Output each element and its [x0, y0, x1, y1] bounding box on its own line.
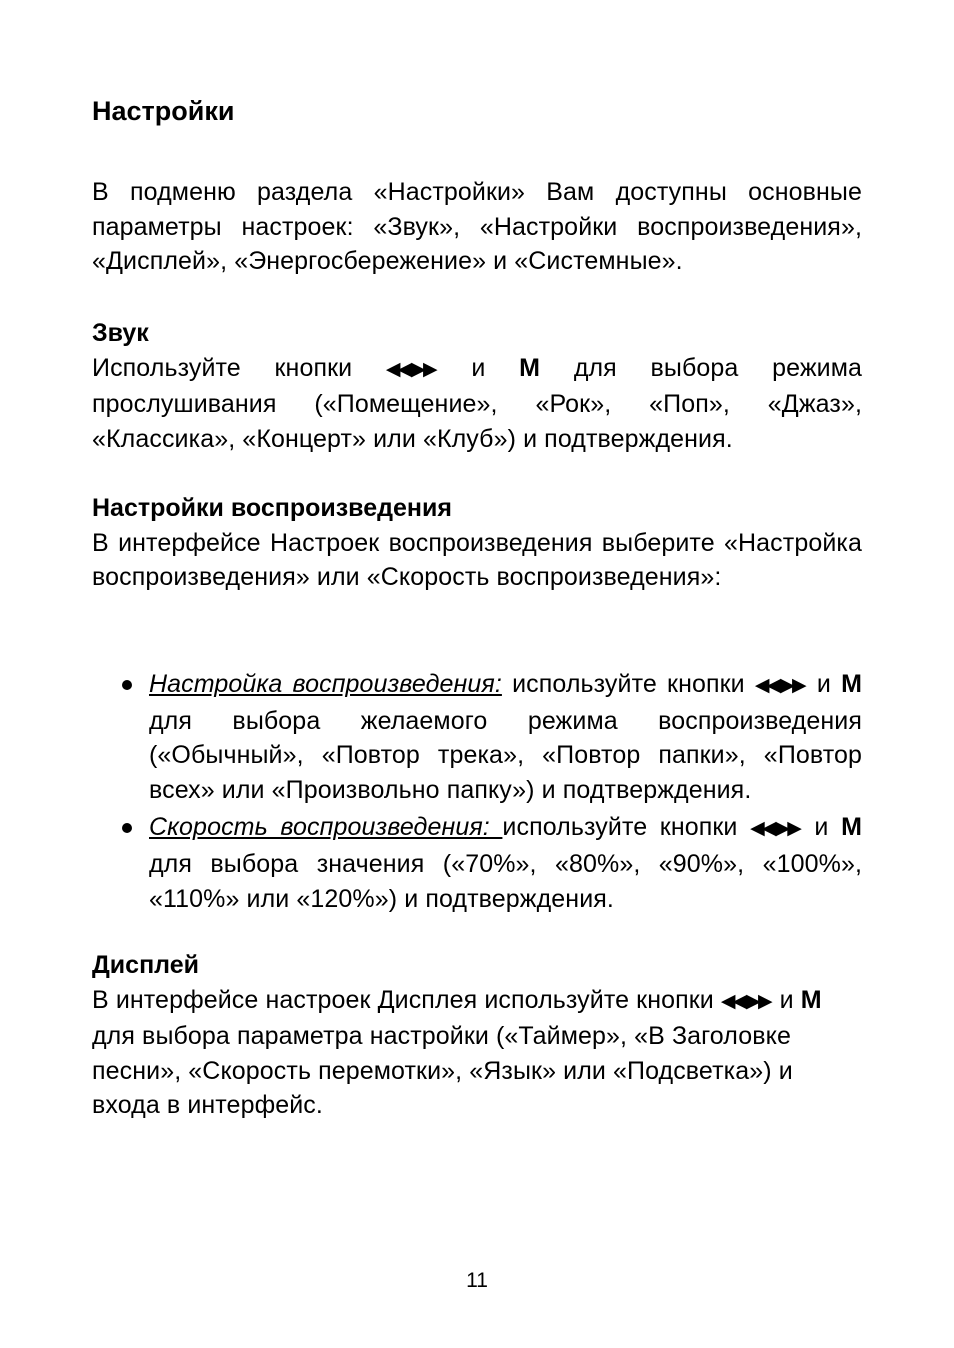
sound-section	[92, 316, 862, 456]
m-button-label: М	[841, 813, 863, 842]
sound-paragraph	[92, 351, 862, 457]
bullet-icon	[122, 823, 132, 833]
sound-text-before: Используйте кнопки	[92, 353, 353, 382]
rewind-forward-icon: ◀◀ ▶▶	[754, 675, 804, 696]
playback-paragraph: В интерфейсе Настроек воспроизведения выберите «Настройка воспроизведения» или «Скорость воспроизведения»:	[92, 528, 862, 592]
playback-options	[92, 667, 862, 919]
display-heading: Дисплей	[92, 951, 200, 979]
list-item: Скорость воспроизведения: используйте кнопки ◀◀ ▶▶ и М для выбора значения («70%», «80%», «90%», «100%», «110%» или «120%») и подтверждения.	[92, 810, 862, 916]
list-item-text-after: для выбора значения («70%», «80%», «90%», «100%», «110%» или «120%») и подтверждения.	[149, 849, 862, 913]
rewind-forward-icon: ◀◀ ▶▶	[750, 818, 799, 840]
list-item-text-before: используйте кнопки	[502, 813, 738, 842]
page-title: Настройки	[92, 96, 235, 126]
sound-and: и	[471, 353, 486, 382]
list-item: Настройка воспроизведения: используйте кнопки ◀◀ ▶▶ и М для выбора желаемого режима воспроизведения («Обычный», «Повтор трека», «Повтор папки», «Повтор всех» или «Произвольно папку») и подтверждения.	[92, 667, 862, 807]
playback-options-list	[92, 667, 862, 916]
display-section	[92, 948, 862, 1123]
list-item-term: Скорость воспроизведения:	[149, 813, 503, 842]
list-item-text-after: для выбора желаемого режима воспроизведения («Обычный», «Повтор трека», «Повтор папки», «Повтор всех» или «Произвольно папку») и подтверждения.	[149, 706, 862, 804]
rewind-forward-icon: ◀◀ ▶▶	[385, 358, 435, 380]
sound-text-after: для выбора режима прослушивания («Помещение», «Рок», «Поп», «Джаз», «Классика», «Концерт» или «Клуб») и подтверждения.	[92, 353, 863, 453]
m-button-label: М	[519, 353, 541, 382]
bullet-icon	[122, 680, 132, 690]
intro-section	[92, 175, 862, 279]
playback-section	[92, 491, 862, 595]
rewind-forward-icon: ◀◀ ▶▶	[720, 990, 770, 1012]
display-paragraph: В интерфейсе настроек Дисплея используйте кнопки ◀◀ ▶▶ и М для выбора параметра настройки («Таймер», «В Заголовке песни», «Скорость перемотки», «Язык» или «Подсветка») и входа в интерфейс.	[92, 985, 822, 1120]
intro-paragraph: В подменю раздела «Настройки» Вам доступны основные параметры настроек: «Звук», «Настройки воспроизведения», «Дисплей», «Энергосбережение» и «Системные».	[92, 178, 862, 276]
list-item-text-before: используйте кнопки	[512, 670, 745, 698]
display-text-before: В интерфейсе настроек Дисплея используйте кнопки	[92, 985, 714, 1014]
page-number: 11	[466, 1269, 488, 1292]
m-button-label: М	[841, 670, 862, 698]
display-text-after: для выбора параметра настройки («Таймер», «В Заголовке песни», «Скорость перемотки», «Язык» или «Подсветка») и входа в интерфейс.	[92, 1022, 793, 1120]
sound-heading: Звук	[92, 319, 149, 347]
playback-heading: Настройки воспроизведения	[92, 494, 452, 522]
list-item-term: Настройка воспроизведения:	[149, 670, 502, 698]
m-button-label: М	[800, 985, 822, 1014]
